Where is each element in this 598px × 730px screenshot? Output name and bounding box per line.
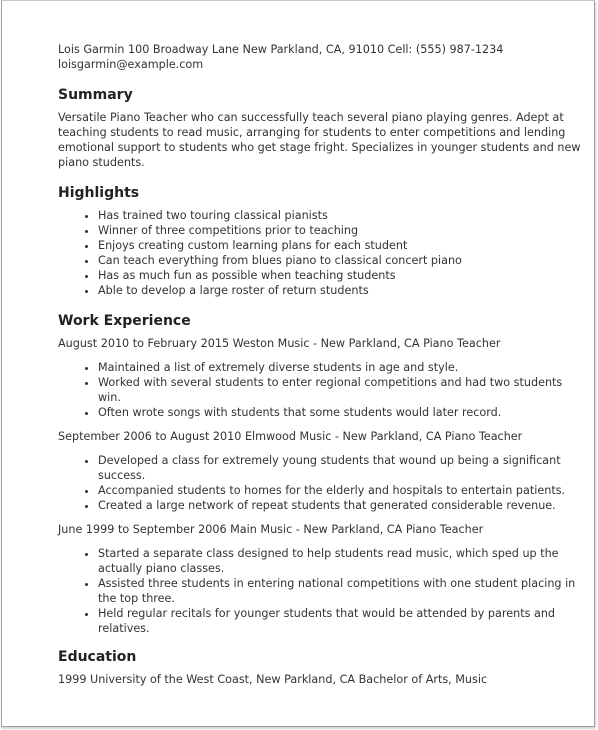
highlights-heading: Highlights <box>58 185 140 201</box>
summary-heading: Summary <box>58 87 133 103</box>
highlights-list <box>58 208 588 298</box>
list-item: • Able to develop a large roster of return students <box>98 283 588 298</box>
list-item: • Accompanied students to homes for the elderly and hospitals to entertain patients. <box>98 483 588 498</box>
job-duties-list <box>58 360 588 420</box>
job-title: August 2010 to February 2015 Weston Music - New Parkland, CA Piano Teacher <box>58 337 501 350</box>
job-duties-list <box>58 453 588 513</box>
list-item: • Can teach everything from blues piano to classical concert piano <box>98 253 588 268</box>
list-item: • Winner of three competitions prior to teaching <box>98 223 588 238</box>
resume-page <box>1 0 595 727</box>
contact-block <box>58 42 588 72</box>
list-item: • Held regular recitals for younger students that would be attended by parents and relatives. <box>98 606 588 636</box>
list-item: • Has as much fun as possible when teaching students <box>98 268 588 283</box>
list-item: • Started a separate class designed to help students read music, which sped up the actually piano classes. <box>98 546 588 576</box>
list-item: • Maintained a list of extremely diverse students in age and style. <box>98 360 588 375</box>
list-item: • Created a large network of repeat students that generated considerable revenue. <box>98 498 588 513</box>
list-item: • Enjoys creating custom learning plans for each student <box>98 238 588 253</box>
summary-text: Versatile Piano Teacher who can successfully teach several piano playing genres. Adept at teaching students to read music, arranging for students to enter competitions and lending emotional support to students who get stage fright. Specializes in younger students and new piano students. <box>58 111 581 169</box>
job-title: June 1999 to September 2006 Main Music - New Parkland, CA Piano Teacher <box>58 523 484 536</box>
job-duties-list <box>58 546 588 636</box>
list-item: • Developed a class for extremely young students that wound up being a significant success. <box>98 453 588 483</box>
education-heading: Education <box>58 649 137 665</box>
list-item: • Has trained two touring classical pianists <box>98 208 588 223</box>
work-experience-heading: Work Experience <box>58 313 191 329</box>
education-text: 1999 University of the West Coast, New Parkland, CA Bachelor of Arts, Music <box>58 673 488 686</box>
list-item: • Assisted three students in entering national competitions with one student placing in the top three. <box>98 576 588 606</box>
list-item: • Worked with several students to enter regional competitions and had two students win. <box>98 375 588 405</box>
contact-email: loisgarmin@example.com <box>58 58 204 71</box>
resume-content <box>58 42 588 687</box>
job-title: September 2006 to August 2010 Elmwood Music - New Parkland, CA Piano Teacher <box>58 430 523 443</box>
contact-line: Lois Garmin 100 Broadway Lane New Parkland, CA, 91010 Cell: (555) 987-1234 <box>58 43 504 56</box>
list-item: • Often wrote songs with students that some students would later record. <box>98 405 588 420</box>
